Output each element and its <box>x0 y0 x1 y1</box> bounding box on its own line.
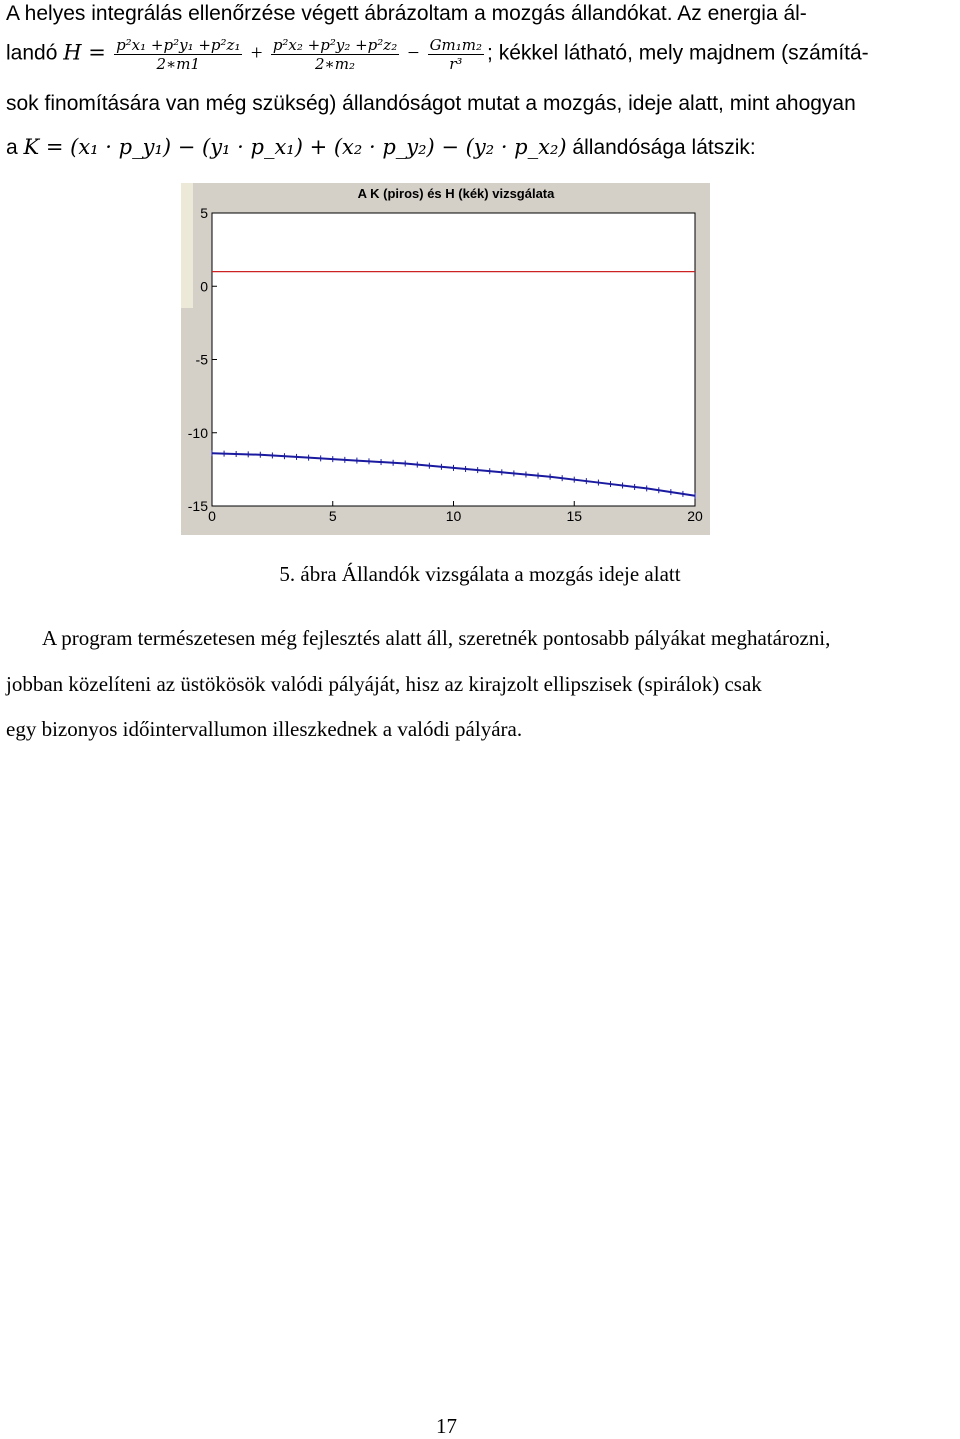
kinetic-fraction-1: $\frac{\text{p²x₁ +p²y₁ +p²z₁}}{2∗m1}$ <box>116 36 241 73</box>
y-tick-label: -15 <box>187 498 208 514</box>
y-tick-label: -5 <box>195 351 208 368</box>
y-tick-label: -10 <box>187 424 208 441</box>
paragraph-line-2: jobban közelíteni az üstökösök valódi pályáját, hisz az kirajzolt ellipszisek (spirálok) csak <box>6 672 762 696</box>
chart-title: A K (piros) és H (kék) vizsgálata <box>357 186 555 201</box>
y-tick-label: 5 <box>200 205 208 221</box>
text-line-3: sok finomítására van még szükség) állandóságot mutat a mozgás, ideje alatt, mint ahogyan <box>6 92 856 115</box>
paragraph-line-1: A program természetesen még fejlesztés alatt áll, szeretnék pontosabb pályákat meghatározni, <box>42 626 831 650</box>
x-tick-label: 0 <box>208 508 216 524</box>
energy-symbol: H = <box>63 40 106 65</box>
figure-constants-chart <box>181 183 710 535</box>
text-line-4: a K = (x₁ · p_y₁) − (y₁ · p_x₁) + (x₂ · p_y₂) − (y₂ · p_x₂) állandósága látszik: <box>6 135 756 159</box>
potential-fraction: $\frac{\text{Gm₁m₂}}{\text{r³}}$ <box>429 36 483 73</box>
plot-area <box>212 213 695 506</box>
kinetic-fraction-2: $\frac{\text{p²x₂ +p²y₂ +p²z₂}}{\text{2∗m₂}}$ <box>272 36 398 73</box>
chart-svg <box>181 183 710 535</box>
x-tick-label: 20 <box>687 508 703 524</box>
text-line-1: A helyes integrálás ellenőrzése végett ábrázoltam a mozgás állandókat. Az energia ál- <box>6 2 807 25</box>
x-tick-label: 5 <box>328 508 337 524</box>
figure-left-strip <box>181 183 193 308</box>
text-line-2: landó H = $\frac{\text{p²x₁ +p²y₁ +p²z₁}}{2∗m1}$ + $\frac{\text{p²x₂ +p²y₂ +p²z₂}}{\text{2∗m₂}}$ − $\frac{\text{Gm₁m₂}}{\text{r³}}$ ; kékkel látható, mely majdnem (számítá- <box>6 36 869 73</box>
figure-caption: 5. ábra Állandók vizsgálata a mozgás ideje alatt <box>279 562 681 586</box>
page-number: 17 <box>436 1414 457 1438</box>
x-tick-label: 15 <box>566 508 583 524</box>
y-tick-label: 0 <box>200 278 208 295</box>
paragraph-line-3: egy bizonyos időintervallumon illeszkednek a valódi pályára. <box>6 717 523 741</box>
k-formula: K = (x₁ · p_y₁) − (y₁ · p_x₁) + (x₂ · p_y₂) − (y₂ · p_x₂) <box>23 135 567 159</box>
x-tick-label: 10 <box>445 508 462 524</box>
